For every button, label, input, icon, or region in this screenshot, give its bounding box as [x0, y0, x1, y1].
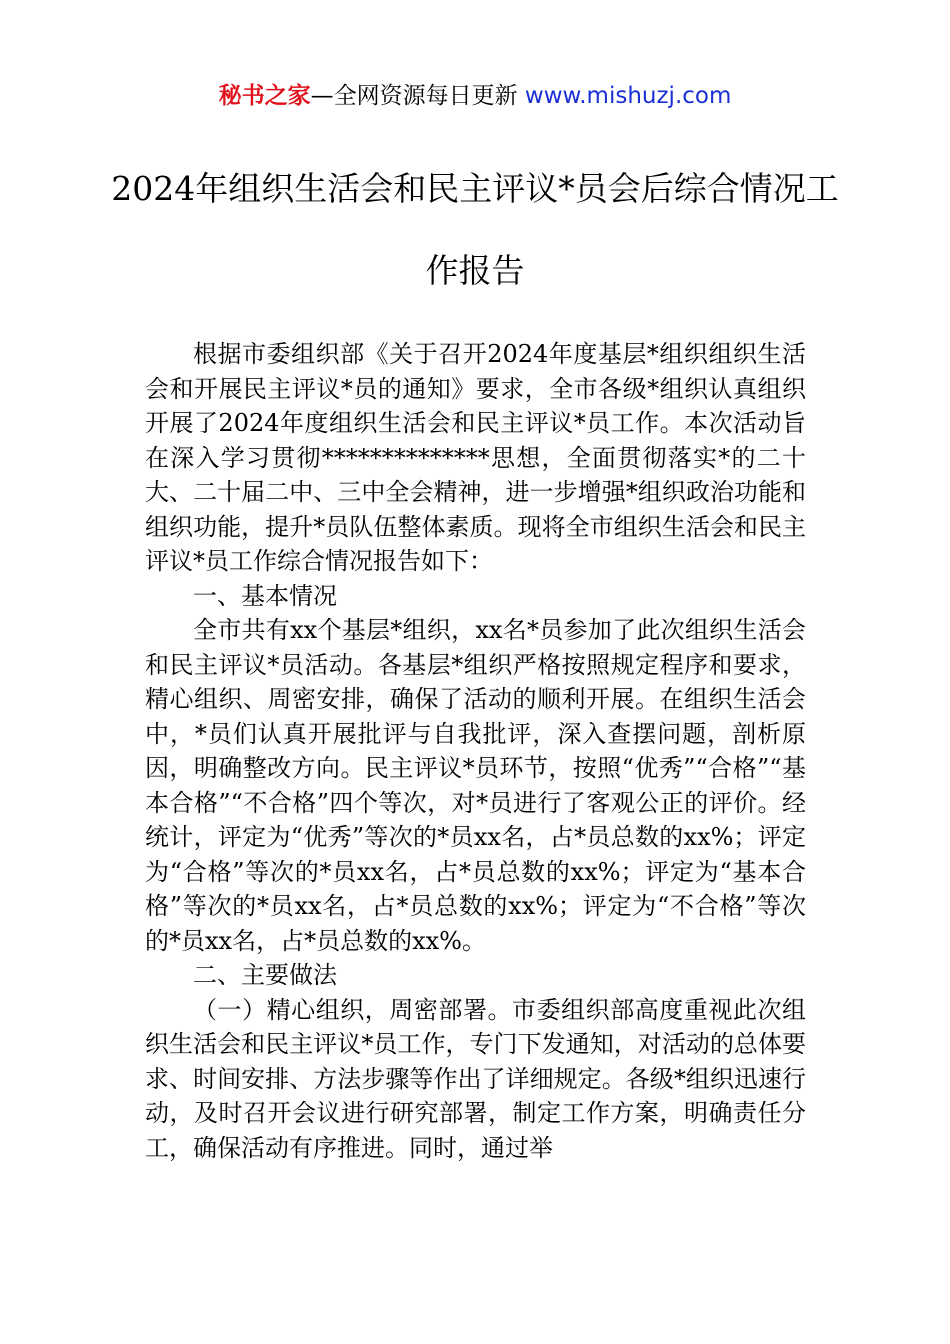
intro-paragraph: 根据市委组织部《关于召开2024年度基层*组织组织生活会和开展民主评议*员的通知》要求，全市各级*组织认真组织开展了2024年度组织生活会和民主评议*员工作。本次活动旨在深入学习贯彻**************思想，全面贯彻落实*的二十大、二十届二中、三中全会精神，进一步增强*组织政治功能和组织功能，提升*员队伍整体素质。现将全市组织生活会和民主评议*员工作综合情况报告如下：: [145, 340, 806, 575]
site-header: [0, 80, 950, 112]
document-body: [145, 337, 806, 1165]
basic-situation-paragraph: 全市共有xx个基层*组织，xx名*员参加了此次组织生活会和民主评议*员活动。各基层*组织严格按照规定程序和要求，精心组织、周密安排，确保了活动的顺利开展。在组织生活会中，*员们认真开展批评与自我批评，深入查摆问题，剖析原因，明确整改方向。民主评议*员环节，按照“优秀”“合格”“基本合格”“不合格”四个等次，对*员进行了客观公正的评价。经统计，评定为“优秀”等次的*员xx名，占*员总数的xx%；评定为“合格”等次的*员xx名，占*员总数的xx%；评定为“基本合格”等次的*员xx名，占*员总数的xx%；评定为“不合格”等次的*员xx名，占*员总数的xx%。: [145, 616, 806, 955]
section-heading-basic-situation: 一、基本情况: [193, 581, 337, 610]
site-tagline: —全网资源每日更新: [310, 83, 518, 109]
site-url-link[interactable]: www.mishuzj.com: [524, 83, 732, 109]
document-title: 2024年组织生活会和民主评议*员会后综合情况工作报告: [111, 169, 839, 290]
site-brand: 秘书之家: [218, 83, 311, 109]
section-heading-main-practices: 二、主要做法: [193, 961, 337, 989]
main-practices-paragraph: （一）精心组织，周密部署。市委组织部高度重视此次组织生活会和民主评议*员工作，专门下发通知，对活动的总体要求、时间安排、方法步骤等作出了详细规定。各级*组织迅速行动，及时召开会议进行研究部署，制定工作方案，明确责任分工，确保活动有序推进。同时，通过举: [145, 995, 806, 1162]
